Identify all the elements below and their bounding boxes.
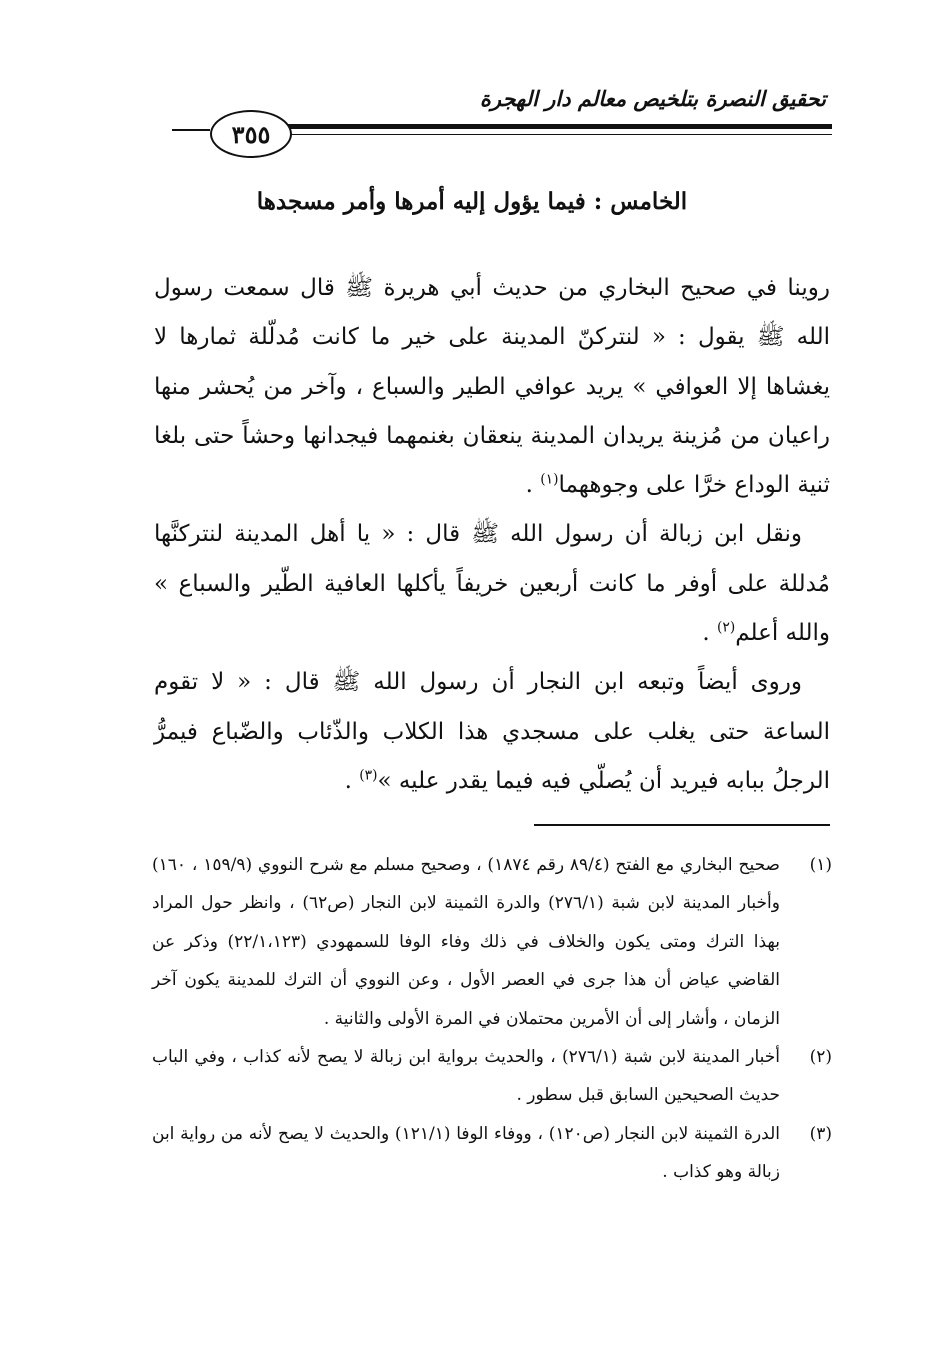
header-rule-left bbox=[172, 129, 210, 131]
footnote-1 bbox=[152, 846, 832, 1038]
end-mark: . bbox=[525, 472, 541, 499]
footnotes bbox=[152, 846, 832, 1192]
footnote-3 bbox=[152, 1115, 832, 1192]
footnote-number: (٣) bbox=[809, 1123, 832, 1144]
footnote-ref-3: (٣) bbox=[359, 767, 378, 784]
footnote-number: (٢) bbox=[809, 1047, 832, 1068]
footnote-number: (١) bbox=[809, 855, 832, 875]
end-mark: . bbox=[702, 620, 717, 647]
paragraph-1 bbox=[154, 264, 830, 510]
footnote-ref-1: (١) bbox=[540, 471, 559, 488]
footnote-ref-2: (٢) bbox=[717, 619, 736, 636]
running-title: تحقيق النصرة بتلخيص معالم دار الهجرة bbox=[479, 86, 826, 111]
footnote-separator bbox=[534, 824, 830, 826]
paragraph-2-text: ونقل ابن زبالة أن رسول الله ﷺ قال : « يا أهل المدينة لنتركنَّها مُدللة على أوفر ما كانت أربعين خريفاً يأكلها العافية الطّير والسباع » والله أعلم bbox=[154, 521, 830, 647]
paragraph-2 bbox=[154, 510, 830, 658]
footnote-text: صحيح البخاري مع الفتح (٨٩/٤ رقم ١٨٧٤) ، وصحيح مسلم مع شرح النووي (١٥٩/٩ ، ١٦٠) وأخبار المدينة لابن شبة (٢٧٦/١) والدرة الثمينة لابن النجار (ص٦٢) ، وانظر حول المراد بهذا الترك ومتى يكون والخلاف في ذلك وفاء الوفا للسمهودي (٢٢/١،١٢٣) وذكر عن القاضي عياض أن هذا جرى في العصر الأول ، وعن النووي أن الترك للمدينة يكون آخر الزمان ، وأشار إلى أن الأمرين محتملان في المرة الأولى والثانية . bbox=[152, 855, 781, 1029]
header-rule bbox=[250, 124, 832, 129]
header-rule-thin bbox=[250, 134, 832, 135]
section-heading: الخامس : فيما يؤول إليه أمرها وأمر مسجدها bbox=[256, 188, 688, 215]
paragraph-3 bbox=[154, 658, 830, 806]
paragraph-3-text: وروى أيضاً وتبعه ابن النجار أن رسول الله ﷺ قال : « لا تقوم الساعة حتى يغلب على مسجدي هذا الكلاب والذّئاب والضّباع فيمرُّ الرجلُ ببابه فيريد أن يُصلّي فيه فيما يقدر عليه » bbox=[154, 669, 830, 794]
page-number-oval bbox=[210, 110, 292, 158]
page-number: ٣٥٥ bbox=[231, 119, 271, 149]
footnote-text: الدرة الثمينة لابن النجار (ص١٢٠) ، ووفاء الوفا (١٢١/١) والحديث لا يصح لأنه من رواية ابن زبالة وهو كذاب . bbox=[152, 1123, 781, 1183]
body-text bbox=[154, 264, 830, 806]
end-mark: . bbox=[344, 767, 360, 794]
paragraph-1-text: روينا في صحيح البخاري من حديث أبي هريرة ﷺ قال سمعت رسول الله ﷺ يقول : « لنتركنّ المدينة على خير ما كانت مُدلّلة ثمارها لا يغشاها إلا العوافي » يريد عوافي الطير والسباع ، وآخر من يُحشر منها راعيان من مُزينة يريدان المدينة ينعقان بغنمهما فيجدانها وحشاً حتى بلغا ثنية الوداع خرَّا على وجوههما bbox=[154, 275, 830, 499]
footnote-2 bbox=[152, 1038, 832, 1115]
footnote-text: أخبار المدينة لابن شبة (٢٧٦/١) ، والحديث برواية ابن زبالة لا يصح لأنه كذاب ، وفي الباب حديث الصحيحين السابق قبل سطور . bbox=[152, 1047, 781, 1106]
